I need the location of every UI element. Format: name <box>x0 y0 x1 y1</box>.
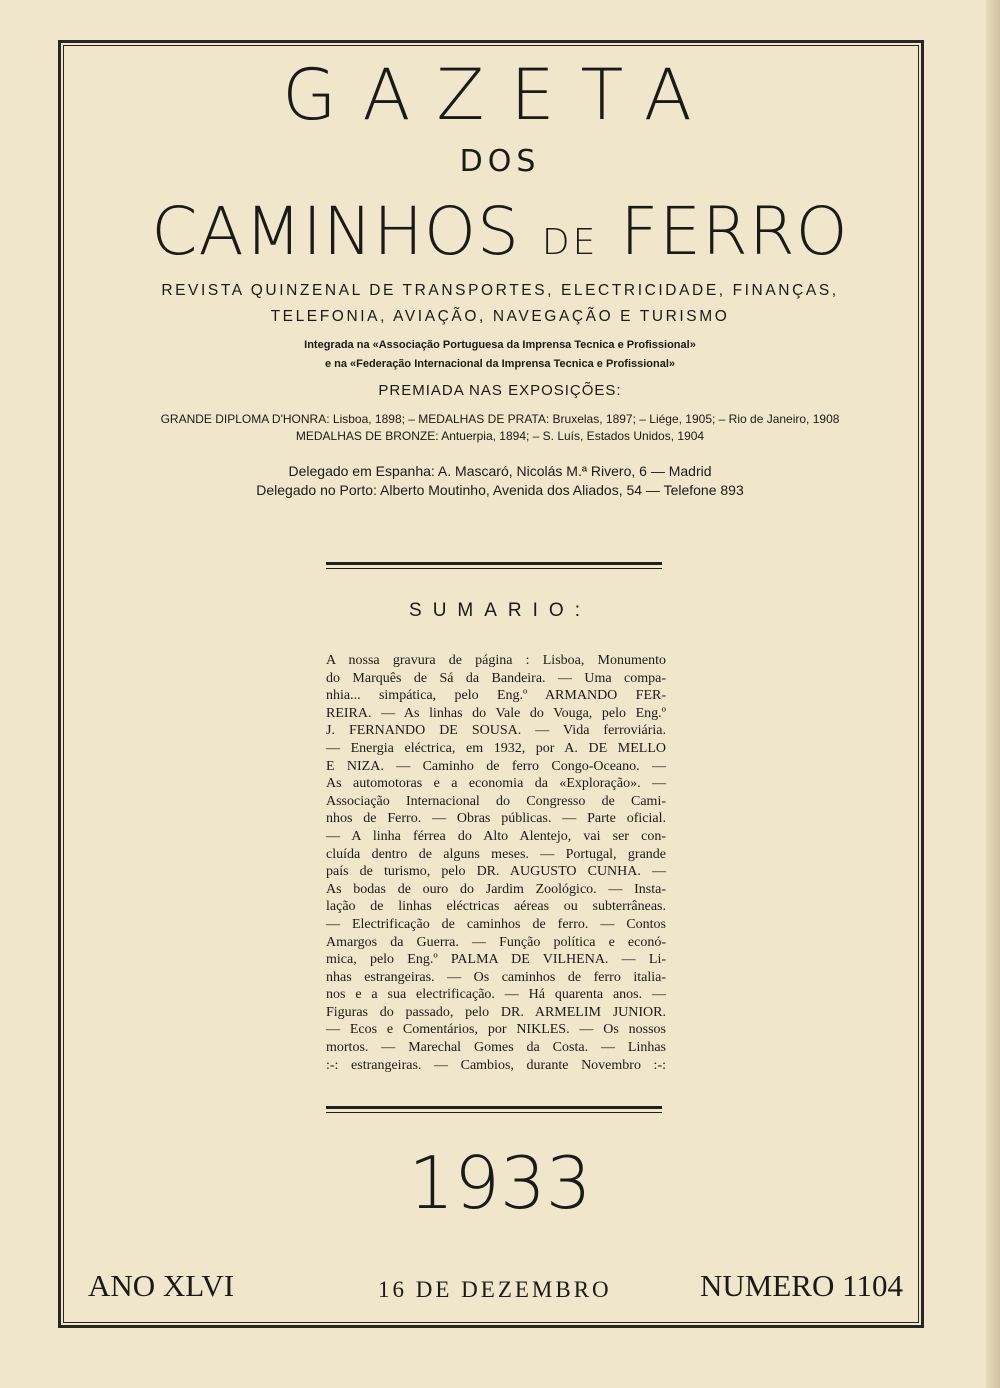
sumario-line: — A linha férrea do Alto Alentejo, vai ser con- <box>326 828 666 844</box>
footer-ano: ANO XLVI <box>88 1268 235 1303</box>
sumario-line: nhia... simpática, pelo Eng.º ARMANDO FER- <box>326 688 666 704</box>
integrada-line-2: e na «Federação Internacional da Imprensa Tecnica e Profissional» <box>324 358 676 370</box>
delegado-espanha: Delegado em Espanha: A. Mascaró, Nicolás M.ª Rivero, 6 — Madrid <box>288 463 712 479</box>
rule-bottom-thick <box>326 1106 662 1109</box>
integrada-line-1: Integrada na «Associação Portuguesa da Imprensa Tecnica e Profissional» <box>304 339 696 351</box>
sumario-text <box>326 652 666 1074</box>
awards-line-2: MEDALHAS DE BRONZE: Antuerpia, 1894; – S. Luís, Estados Unidos, 1904 <box>295 429 705 443</box>
sumario-line: A nossa gravura de página : Lisboa, Monumento <box>326 653 666 668</box>
sumario-line: Associação Internacional do Congresso de Cami- <box>326 793 666 809</box>
sumario-line: Amargos da Guerra. — Função política e econó- <box>326 934 666 950</box>
sumario-line: cluída dentro de alguns meses. — Portugal, grande <box>326 846 666 862</box>
masthead-caminhos-de-ferro <box>0 190 1000 285</box>
sumario-line: — Ecos e Comentários, por NIKLES. — Os nossos <box>326 1022 666 1038</box>
footer-numero: NUMERO 1104 <box>700 1268 903 1303</box>
sumario-line: REIRA. — As linhas do Vale do Vouga, pelo Eng.º <box>326 705 666 721</box>
premiada-heading: PREMIADA NAS EXPOSIÇÕES: <box>378 382 622 399</box>
sumario-line: E NIZA. — Caminho de ferro Congo-Oceano. — <box>326 758 666 774</box>
awards-line-1: GRANDE DIPLOMA D'HONRA: Lisboa, 1898; – MEDALHAS DE PRATA: Bruxelas, 1897; – Liége, 1905; – Rio de Janeiro, 1908 <box>160 412 840 426</box>
footer-date: 16 DE DEZEMBRO <box>378 1277 612 1302</box>
sumario-line: As bodas de ouro do Jardim Zoológico. — Insta- <box>326 881 666 897</box>
subtitle-line-2: TELEFONIA, AVIAÇÃO, NAVEGAÇÃO E TURISMO <box>270 308 730 325</box>
sumario-line: As automotoras e a economia da «Exploração». — <box>326 776 666 792</box>
rule-top-thin <box>326 568 662 569</box>
sumario-line: país de turismo, pelo DR. AUGUSTO CUNHA. — <box>326 864 666 880</box>
sumario-line: do Marquês de Sá da Bandeira. — Uma compa- <box>326 670 666 686</box>
sumario-line: J. FERNANDO DE SOUSA. — Vida ferroviária. <box>326 723 666 739</box>
sumario-line: :-: estrangeiras. — Cambios, durante Novembro :-: <box>326 1057 666 1073</box>
sumario-heading: SUMARIO: <box>409 600 591 621</box>
sumario-line: mortos. — Marechal Gomes da Costa. — Linhas <box>326 1040 666 1056</box>
masthead-gazeta: GAZETA <box>282 54 718 136</box>
sumario-line: — Energia eléctrica, em 1932, por A. DE MELLO <box>326 740 666 756</box>
rule-bottom-thin <box>326 1112 662 1113</box>
rule-top-thick <box>326 562 662 565</box>
sumario-line: nhas estrangeiras. — Os caminhos de ferro italia- <box>326 969 666 985</box>
sumario-line: mica, pelo Eng.º PALMA DE VILHENA. — Li- <box>326 952 666 968</box>
year: 1933 <box>408 1141 592 1225</box>
sumario-line: nhos de Ferro. — Obras públicas. — Parte oficial. <box>326 811 666 827</box>
sumario-line: — Electrificação de caminhos de ferro. — Contos <box>326 916 666 932</box>
delegado-porto: Delegado no Porto: Alberto Moutinho, Avenida dos Aliados, 54 — Telefone 893 <box>256 482 744 498</box>
masthead-dos: DOS <box>459 144 541 179</box>
sumario-line: lação de linhas eléctricas aéreas ou subterrâneas. <box>326 899 666 915</box>
masthead-ferro: FERRO <box>620 193 849 270</box>
masthead-caminhos: CAMINHOS <box>151 193 520 270</box>
sumario-line: Figuras do passado, pelo DR. ARMELIM JUNIOR. <box>326 1004 666 1020</box>
masthead-de: DE <box>541 222 599 263</box>
sumario-line: nos e a sua electrificação. — Há quarenta anos. — <box>326 987 666 1003</box>
subtitle-line-1: REVISTA QUINZENAL DE TRANSPORTES, ELECTRICIDADE, FINANÇAS, <box>161 282 839 299</box>
